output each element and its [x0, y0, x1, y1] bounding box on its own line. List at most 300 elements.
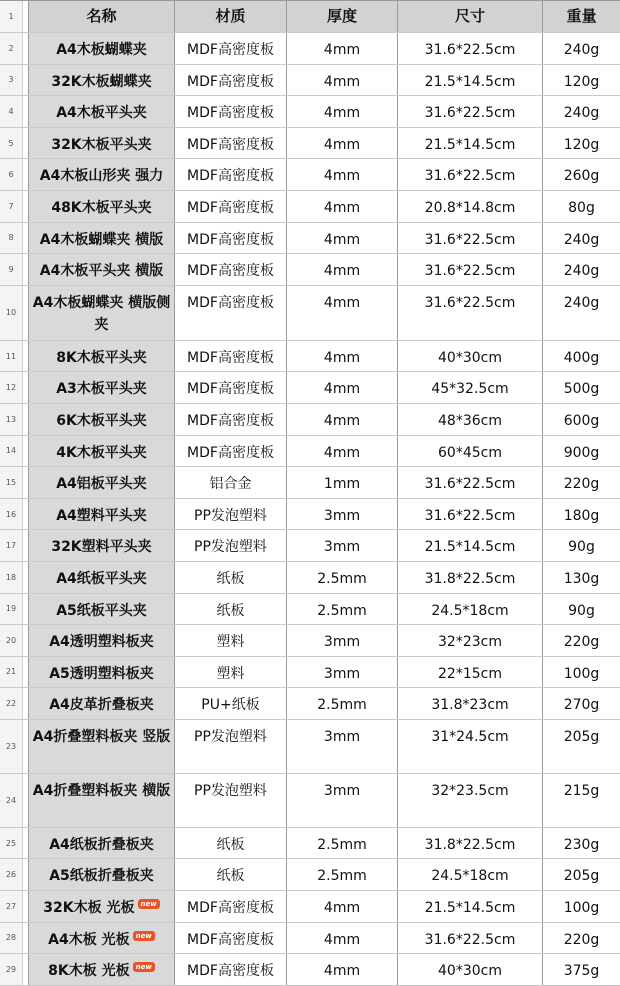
row-number[interactable]: 11	[0, 341, 23, 372]
cell-size[interactable]	[398, 128, 543, 159]
cell-size[interactable]	[398, 891, 543, 922]
cell-material-text: MDF高密度板	[187, 381, 274, 398]
header-thickness[interactable]: 厚度	[287, 1, 398, 32]
cell-weight[interactable]	[543, 499, 620, 530]
cell-material[interactable]	[175, 774, 287, 827]
cell-weight[interactable]	[543, 467, 620, 498]
cell-weight[interactable]	[543, 65, 620, 96]
cell-weight[interactable]	[543, 128, 620, 159]
cell-name-text: 32K塑料平头夹	[51, 539, 152, 556]
cell-size[interactable]	[398, 467, 543, 498]
cell-material-text: 纸板	[216, 602, 245, 619]
cell-size[interactable]	[398, 499, 543, 530]
table-row	[0, 562, 620, 594]
table-row	[0, 65, 620, 97]
cell-material-text: PP发泡塑料	[194, 782, 267, 799]
cell-thickness-text: 4mm	[323, 294, 361, 311]
cell-weight-text: 240g	[563, 231, 600, 248]
cell-material[interactable]	[175, 657, 287, 688]
row-number[interactable]: 20	[0, 625, 23, 656]
cell-size[interactable]	[398, 372, 543, 403]
cell-thickness[interactable]	[287, 657, 398, 688]
cell-size[interactable]	[398, 594, 543, 625]
cell-name-text: A4铝板平头夹	[56, 476, 147, 493]
cell-name[interactable]	[29, 499, 175, 530]
cell-name[interactable]	[29, 688, 175, 719]
cell-material-text: 纸板	[216, 836, 245, 853]
cell-material[interactable]	[175, 625, 287, 656]
row-number[interactable]: 9	[0, 254, 23, 285]
table-body	[0, 33, 620, 986]
cell-material[interactable]	[175, 688, 287, 719]
cell-size[interactable]	[398, 96, 543, 127]
table-row	[0, 923, 620, 955]
cell-weight[interactable]	[543, 372, 620, 403]
cell-thickness-text: 4mm	[323, 199, 361, 216]
cell-name[interactable]	[29, 286, 175, 340]
cell-size[interactable]	[398, 954, 543, 985]
table-row	[0, 625, 620, 657]
cell-thickness[interactable]	[287, 341, 398, 372]
cell-weight[interactable]	[543, 530, 620, 561]
cell-size-text: 48*36cm	[438, 412, 502, 429]
cell-name[interactable]	[29, 223, 175, 254]
cell-material-text: 铝合金	[209, 476, 252, 493]
cell-name[interactable]	[29, 65, 175, 96]
cell-material-text: MDF高密度板	[187, 349, 274, 366]
cell-name[interactable]	[29, 891, 175, 922]
cell-material-text: MDF高密度板	[187, 73, 274, 90]
cell-thickness-text: 2.5mm	[317, 697, 367, 714]
cell-material-text: MDF高密度板	[187, 136, 274, 153]
cell-weight[interactable]	[543, 286, 620, 340]
cell-thickness[interactable]	[287, 720, 398, 773]
cell-name[interactable]	[29, 467, 175, 498]
cell-material[interactable]	[175, 65, 287, 96]
cell-name-text: A5透明塑料板夹	[49, 665, 154, 682]
cell-thickness[interactable]	[287, 65, 398, 96]
cell-name[interactable]	[29, 33, 175, 64]
cell-size-text: 31.6*22.5cm	[424, 507, 516, 524]
cell-name[interactable]	[29, 436, 175, 467]
cell-size[interactable]	[398, 65, 543, 96]
row-number[interactable]: 25	[0, 828, 23, 859]
cell-thickness[interactable]	[287, 404, 398, 435]
cell-weight[interactable]	[543, 33, 620, 64]
cell-name-text: 32K木板 光板	[43, 900, 135, 917]
row-number[interactable]: 5	[0, 128, 23, 159]
cell-weight[interactable]	[543, 657, 620, 688]
cell-weight[interactable]	[543, 891, 620, 922]
cell-material[interactable]	[175, 341, 287, 372]
cell-thickness-text: 2.5mm	[317, 602, 367, 619]
cell-weight-text: 100g	[563, 665, 600, 682]
cell-material-text: MDF高密度板	[187, 105, 274, 122]
cell-size[interactable]	[398, 286, 543, 340]
table-row	[0, 404, 620, 436]
cell-size-text: 21.5*14.5cm	[424, 539, 516, 556]
cell-size[interactable]	[398, 530, 543, 561]
table-row	[0, 688, 620, 720]
cell-weight[interactable]	[543, 828, 620, 859]
cell-size-text: 40*30cm	[438, 963, 502, 980]
row-number[interactable]: 8	[0, 223, 23, 254]
cell-size-text: 31.8*22.5cm	[424, 570, 516, 587]
cell-material[interactable]	[175, 254, 287, 285]
cell-name[interactable]	[29, 96, 175, 127]
cell-weight-text: 120g	[563, 73, 600, 90]
cell-thickness-text: 2.5mm	[317, 868, 367, 885]
cell-weight-text: 230g	[563, 836, 600, 853]
cell-material[interactable]	[175, 923, 287, 954]
cell-thickness[interactable]	[287, 688, 398, 719]
cell-weight-text: 900g	[563, 444, 600, 461]
cell-thickness-text: 3mm	[323, 782, 361, 799]
cell-name[interactable]	[29, 859, 175, 890]
cell-thickness-text: 4mm	[323, 381, 361, 398]
cell-thickness[interactable]	[287, 191, 398, 222]
cell-material[interactable]	[175, 191, 287, 222]
cell-size-text: 31.6*22.5cm	[424, 931, 516, 948]
new-badge: new	[138, 899, 160, 909]
cell-size[interactable]	[398, 33, 543, 64]
header-row	[0, 0, 620, 33]
cell-size-text: 24.5*18cm	[431, 868, 509, 885]
cell-thickness-text: 3mm	[323, 507, 361, 524]
cell-weight-text: 80g	[568, 199, 595, 216]
table-row	[0, 254, 620, 286]
cell-name[interactable]	[29, 372, 175, 403]
row-number[interactable]: 28	[0, 923, 23, 954]
cell-name[interactable]	[29, 657, 175, 688]
cell-material[interactable]	[175, 286, 287, 340]
cell-name[interactable]	[29, 254, 175, 285]
row-number[interactable]: 18	[0, 562, 23, 593]
cell-size-text: 31.6*22.5cm	[424, 294, 516, 311]
cell-name[interactable]	[29, 720, 175, 773]
cell-name-text: A4透明塑料板夹	[49, 634, 154, 651]
table-row	[0, 128, 620, 160]
cell-name-text: A4折叠塑料板夹 横版	[32, 782, 171, 799]
cell-name[interactable]	[29, 341, 175, 372]
cell-material-text: PP发泡塑料	[194, 728, 267, 745]
cell-thickness-text: 3mm	[323, 665, 361, 682]
cell-thickness-text: 4mm	[323, 900, 361, 917]
cell-material[interactable]	[175, 159, 287, 190]
cell-thickness[interactable]	[287, 96, 398, 127]
row-number[interactable]: 3	[0, 65, 23, 96]
table-row	[0, 594, 620, 626]
cell-size[interactable]	[398, 828, 543, 859]
cell-material[interactable]	[175, 404, 287, 435]
cell-thickness[interactable]	[287, 828, 398, 859]
cell-size-text: 31.6*22.5cm	[424, 168, 516, 185]
cell-weight[interactable]	[543, 923, 620, 954]
cell-size-text: 31.6*22.5cm	[424, 263, 516, 280]
cell-material[interactable]	[175, 223, 287, 254]
cell-weight[interactable]	[543, 96, 620, 127]
table-row	[0, 33, 620, 65]
row-number[interactable]: 13	[0, 404, 23, 435]
cell-weight-text: 180g	[563, 507, 600, 524]
cell-weight[interactable]	[543, 436, 620, 467]
cell-material[interactable]	[175, 859, 287, 890]
row-number[interactable]: 15	[0, 467, 23, 498]
cell-size-text: 31.6*22.5cm	[424, 231, 516, 248]
cell-weight[interactable]	[543, 594, 620, 625]
table-row	[0, 341, 620, 373]
cell-weight[interactable]	[543, 562, 620, 593]
cell-weight[interactable]	[543, 191, 620, 222]
cell-thickness[interactable]	[287, 594, 398, 625]
cell-name-text: A4木板蝴蝶夹 横版	[39, 231, 164, 248]
row-number[interactable]: 27	[0, 891, 23, 922]
cell-name-text: A4纸板平头夹	[56, 570, 147, 587]
cell-size[interactable]	[398, 254, 543, 285]
cell-name-text: 4K木板平头夹	[56, 444, 147, 461]
table-row	[0, 467, 620, 499]
cell-material[interactable]	[175, 562, 287, 593]
cell-thickness[interactable]	[287, 859, 398, 890]
cell-name[interactable]	[29, 625, 175, 656]
cell-thickness[interactable]	[287, 33, 398, 64]
header-name[interactable]: 名称	[29, 1, 175, 32]
cell-material[interactable]	[175, 954, 287, 985]
row-number[interactable]: 1	[0, 1, 23, 32]
table-row	[0, 499, 620, 531]
row-number[interactable]: 26	[0, 859, 23, 890]
cell-thickness[interactable]	[287, 954, 398, 985]
table-row	[0, 657, 620, 689]
cell-material[interactable]	[175, 372, 287, 403]
cell-material[interactable]	[175, 33, 287, 64]
cell-size[interactable]	[398, 341, 543, 372]
cell-weight[interactable]	[543, 625, 620, 656]
cell-material[interactable]	[175, 594, 287, 625]
table-row	[0, 191, 620, 223]
cell-name-text: A4木板 光板	[48, 931, 130, 948]
cell-size-text: 31.6*22.5cm	[424, 105, 516, 122]
cell-weight[interactable]	[543, 859, 620, 890]
cell-name-text: A4皮革折叠板夹	[49, 697, 154, 714]
cell-size[interactable]	[398, 774, 543, 827]
row-number[interactable]: 4	[0, 96, 23, 127]
table-row	[0, 159, 620, 191]
cell-material[interactable]	[175, 96, 287, 127]
cell-weight-text: 240g	[563, 105, 600, 122]
cell-material[interactable]	[175, 891, 287, 922]
cell-material[interactable]	[175, 436, 287, 467]
cell-material-text: 纸板	[216, 868, 245, 885]
cell-size[interactable]	[398, 191, 543, 222]
cell-thickness-text: 2.5mm	[317, 570, 367, 587]
header-size[interactable]: 尺寸	[398, 1, 543, 32]
cell-name[interactable]	[29, 594, 175, 625]
cell-name-text: A4木板山形夹 强力	[39, 168, 164, 185]
cell-weight[interactable]	[543, 954, 620, 985]
cell-material[interactable]	[175, 499, 287, 530]
row-number[interactable]: 10	[0, 286, 23, 340]
cell-thickness[interactable]	[287, 436, 398, 467]
cell-thickness-text: 4mm	[323, 42, 361, 58]
cell-name[interactable]	[29, 923, 175, 954]
row-number[interactable]: 14	[0, 436, 23, 467]
table-row	[0, 891, 620, 923]
cell-size[interactable]	[398, 159, 543, 190]
row-number[interactable]: 21	[0, 657, 23, 688]
cell-thickness[interactable]	[287, 891, 398, 922]
new-badge: new	[133, 962, 155, 972]
cell-name[interactable]	[29, 828, 175, 859]
cell-material-text: MDF高密度板	[187, 412, 274, 429]
cell-thickness[interactable]	[287, 923, 398, 954]
cell-name-text: 32K木板平头夹	[51, 136, 152, 153]
cell-weight[interactable]	[543, 404, 620, 435]
cell-thickness-text: 4mm	[323, 963, 361, 980]
cell-weight-text: 270g	[563, 697, 600, 714]
header-weight[interactable]: 重量	[543, 1, 620, 32]
cell-name-text: A4纸板折叠板夹	[49, 836, 154, 853]
cell-material-text: MDF高密度板	[187, 963, 274, 980]
table-row	[0, 286, 620, 341]
cell-size-text: 31.6*22.5cm	[424, 42, 516, 58]
cell-name-text: A3木板平头夹	[56, 381, 147, 398]
cell-material[interactable]	[175, 720, 287, 773]
cell-name-text: A5纸板折叠板夹	[49, 868, 154, 885]
cell-size[interactable]	[398, 859, 543, 890]
cell-weight[interactable]	[543, 720, 620, 773]
cell-size[interactable]	[398, 923, 543, 954]
cell-size-text: 21.5*14.5cm	[424, 900, 516, 917]
cell-thickness[interactable]	[287, 372, 398, 403]
row-number[interactable]: 17	[0, 530, 23, 561]
cell-size-text: 31*24.5cm	[431, 728, 509, 745]
cell-thickness[interactable]	[287, 159, 398, 190]
cell-weight-text: 90g	[568, 539, 595, 556]
cell-material[interactable]	[175, 828, 287, 859]
cell-material-text: MDF高密度板	[187, 900, 274, 917]
cell-name[interactable]	[29, 562, 175, 593]
header-material[interactable]: 材质	[175, 1, 287, 32]
cell-weight-text: 600g	[563, 412, 600, 429]
cell-name[interactable]	[29, 954, 175, 985]
cell-material[interactable]	[175, 128, 287, 159]
cell-thickness[interactable]	[287, 128, 398, 159]
cell-weight-text: 220g	[563, 634, 600, 651]
cell-size-text: 31.6*22.5cm	[424, 476, 516, 493]
cell-thickness-text: 3mm	[323, 539, 361, 556]
cell-weight[interactable]	[543, 223, 620, 254]
table-row	[0, 223, 620, 255]
cell-material-text: MDF高密度板	[187, 444, 274, 461]
cell-material-text: MDF高密度板	[187, 199, 274, 216]
cell-thickness[interactable]	[287, 562, 398, 593]
cell-size-text: 40*30cm	[438, 349, 502, 366]
row-number[interactable]: 6	[0, 159, 23, 190]
cell-weight-text: 90g	[568, 602, 595, 619]
cell-weight[interactable]	[543, 159, 620, 190]
cell-material[interactable]	[175, 530, 287, 561]
cell-name[interactable]	[29, 128, 175, 159]
cell-size[interactable]	[398, 436, 543, 467]
cell-name-text: 8K木板 光板	[48, 963, 130, 980]
row-number[interactable]: 19	[0, 594, 23, 625]
cell-name[interactable]	[29, 774, 175, 827]
cell-weight-text: 205g	[563, 868, 600, 885]
cell-material-text: 塑料	[216, 665, 245, 682]
cell-size[interactable]	[398, 223, 543, 254]
cell-name-text: A4木板蝴蝶夹 横版侧夹	[32, 294, 171, 333]
cell-thickness-text: 3mm	[323, 634, 361, 651]
cell-size[interactable]	[398, 562, 543, 593]
row-number[interactable]: 2	[0, 33, 23, 64]
table-row	[0, 436, 620, 468]
cell-thickness-text: 4mm	[323, 73, 361, 90]
cell-name[interactable]	[29, 159, 175, 190]
cell-thickness[interactable]	[287, 467, 398, 498]
table-row	[0, 96, 620, 128]
row-number[interactable]: 12	[0, 372, 23, 403]
cell-size-text: 32*23.5cm	[431, 782, 509, 799]
cell-size[interactable]	[398, 720, 543, 773]
cell-thickness-text: 1mm	[323, 476, 361, 493]
cell-size-text: 31.8*22.5cm	[424, 836, 516, 853]
cell-size[interactable]	[398, 404, 543, 435]
cell-material-text: MDF高密度板	[187, 42, 274, 58]
cell-material[interactable]	[175, 467, 287, 498]
cell-size-text: 21.5*14.5cm	[424, 73, 516, 90]
row-number[interactable]: 22	[0, 688, 23, 719]
cell-weight-text: 240g	[563, 294, 600, 311]
cell-material-text: PU+纸板	[201, 697, 260, 714]
cell-name[interactable]	[29, 530, 175, 561]
cell-weight-text: 500g	[563, 381, 600, 398]
cell-thickness-text: 4mm	[323, 412, 361, 429]
cell-material-text: MDF高密度板	[187, 294, 274, 311]
cell-weight-text: 100g	[563, 900, 600, 917]
cell-thickness[interactable]	[287, 286, 398, 340]
row-number[interactable]: 23	[0, 720, 23, 773]
cell-name[interactable]	[29, 404, 175, 435]
cell-weight[interactable]	[543, 688, 620, 719]
cell-thickness-text: 2.5mm	[317, 836, 367, 853]
cell-name-text: 48K木板平头夹	[51, 199, 152, 216]
cell-size[interactable]	[398, 625, 543, 656]
row-number[interactable]: 16	[0, 499, 23, 530]
cell-weight-text: 215g	[563, 782, 600, 799]
cell-name-text: A4折叠塑料板夹 竖版	[32, 728, 171, 745]
cell-size[interactable]	[398, 657, 543, 688]
cell-thickness[interactable]	[287, 625, 398, 656]
cell-thickness[interactable]	[287, 774, 398, 827]
row-number[interactable]: 29	[0, 954, 23, 985]
cell-weight[interactable]	[543, 341, 620, 372]
row-number[interactable]: 24	[0, 774, 23, 827]
cell-weight[interactable]	[543, 254, 620, 285]
cell-thickness[interactable]	[287, 223, 398, 254]
cell-name[interactable]	[29, 191, 175, 222]
cell-thickness[interactable]	[287, 530, 398, 561]
row-number[interactable]: 7	[0, 191, 23, 222]
cell-material-text: 塑料	[216, 634, 245, 651]
cell-thickness[interactable]	[287, 499, 398, 530]
cell-thickness[interactable]	[287, 254, 398, 285]
table-row	[0, 859, 620, 891]
cell-size-text: 24.5*18cm	[431, 602, 509, 619]
cell-material-text: MDF高密度板	[187, 231, 274, 248]
cell-size[interactable]	[398, 688, 543, 719]
cell-weight[interactable]	[543, 774, 620, 827]
